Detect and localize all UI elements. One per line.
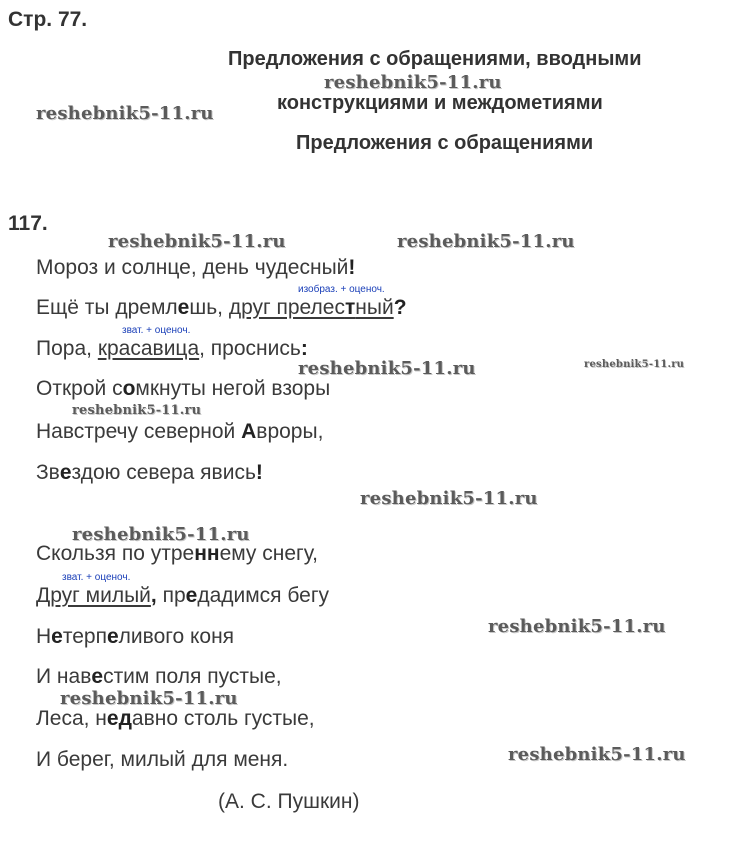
watermark: reshebnik5-11.ru <box>298 358 476 379</box>
poem-line-10: И навестим поля пустые, <box>36 665 282 688</box>
section-title-line1: Предложения с обращениями, вводными <box>228 48 642 70</box>
poem-line-7: Скользя по утреннему снегу, <box>36 542 318 565</box>
section-title-line2: конструкциями и междометиями <box>277 92 603 114</box>
poem-line-6: Звездою севера явись! <box>36 461 263 484</box>
watermark: reshebnik5-11.ru <box>324 72 502 93</box>
watermark: reshebnik5-11.ru <box>72 524 250 545</box>
poem-line-2: Ещё ты дремлешь, друг прелестный? <box>36 296 407 319</box>
watermark: reshebnik5-11.ru <box>36 103 214 124</box>
poem-line-1: Мороз и солнце, день чудесный! <box>36 256 356 279</box>
annotation-note-1: изобраз. + оценоч. <box>298 284 385 295</box>
watermark: reshebnik5-11.ru <box>360 488 538 509</box>
poem-line-4: Открой сомкнуты негой взоры <box>36 377 331 400</box>
watermark: reshebnik5-11.ru <box>397 231 575 252</box>
poem-line-11: Леса, недавно столь густые, <box>36 707 315 730</box>
watermark: reshebnik5-11.ru <box>60 688 238 709</box>
annotation-note-2: зват. + оценоч. <box>122 325 191 336</box>
poem-line-12: И берег, милый для меня. <box>36 748 289 771</box>
page-number: Стр. 77. <box>8 8 88 31</box>
watermark: reshebnik5-11.ru <box>584 359 685 370</box>
poem-line-3: Пора, красавица, проснись: <box>36 337 308 360</box>
annotation-note-3: зват. + оценоч. <box>62 572 131 583</box>
poem-line-5: Навстречу северной Авроры, <box>36 420 324 443</box>
task-number: 117. <box>8 212 48 235</box>
poem-line-8: Друг милый, предадимся бегу <box>36 584 330 607</box>
subsection-title: Предложения с обращениями <box>296 132 594 154</box>
watermark: reshebnik5-11.ru <box>508 744 686 765</box>
watermark: reshebnik5-11.ru <box>488 616 666 637</box>
watermark: reshebnik5-11.ru <box>72 403 202 418</box>
poem-author: (А. С. Пушкин) <box>218 790 360 813</box>
watermark: reshebnik5-11.ru <box>108 231 286 252</box>
poem-line-9: Нетерпеливого коня <box>36 625 235 648</box>
